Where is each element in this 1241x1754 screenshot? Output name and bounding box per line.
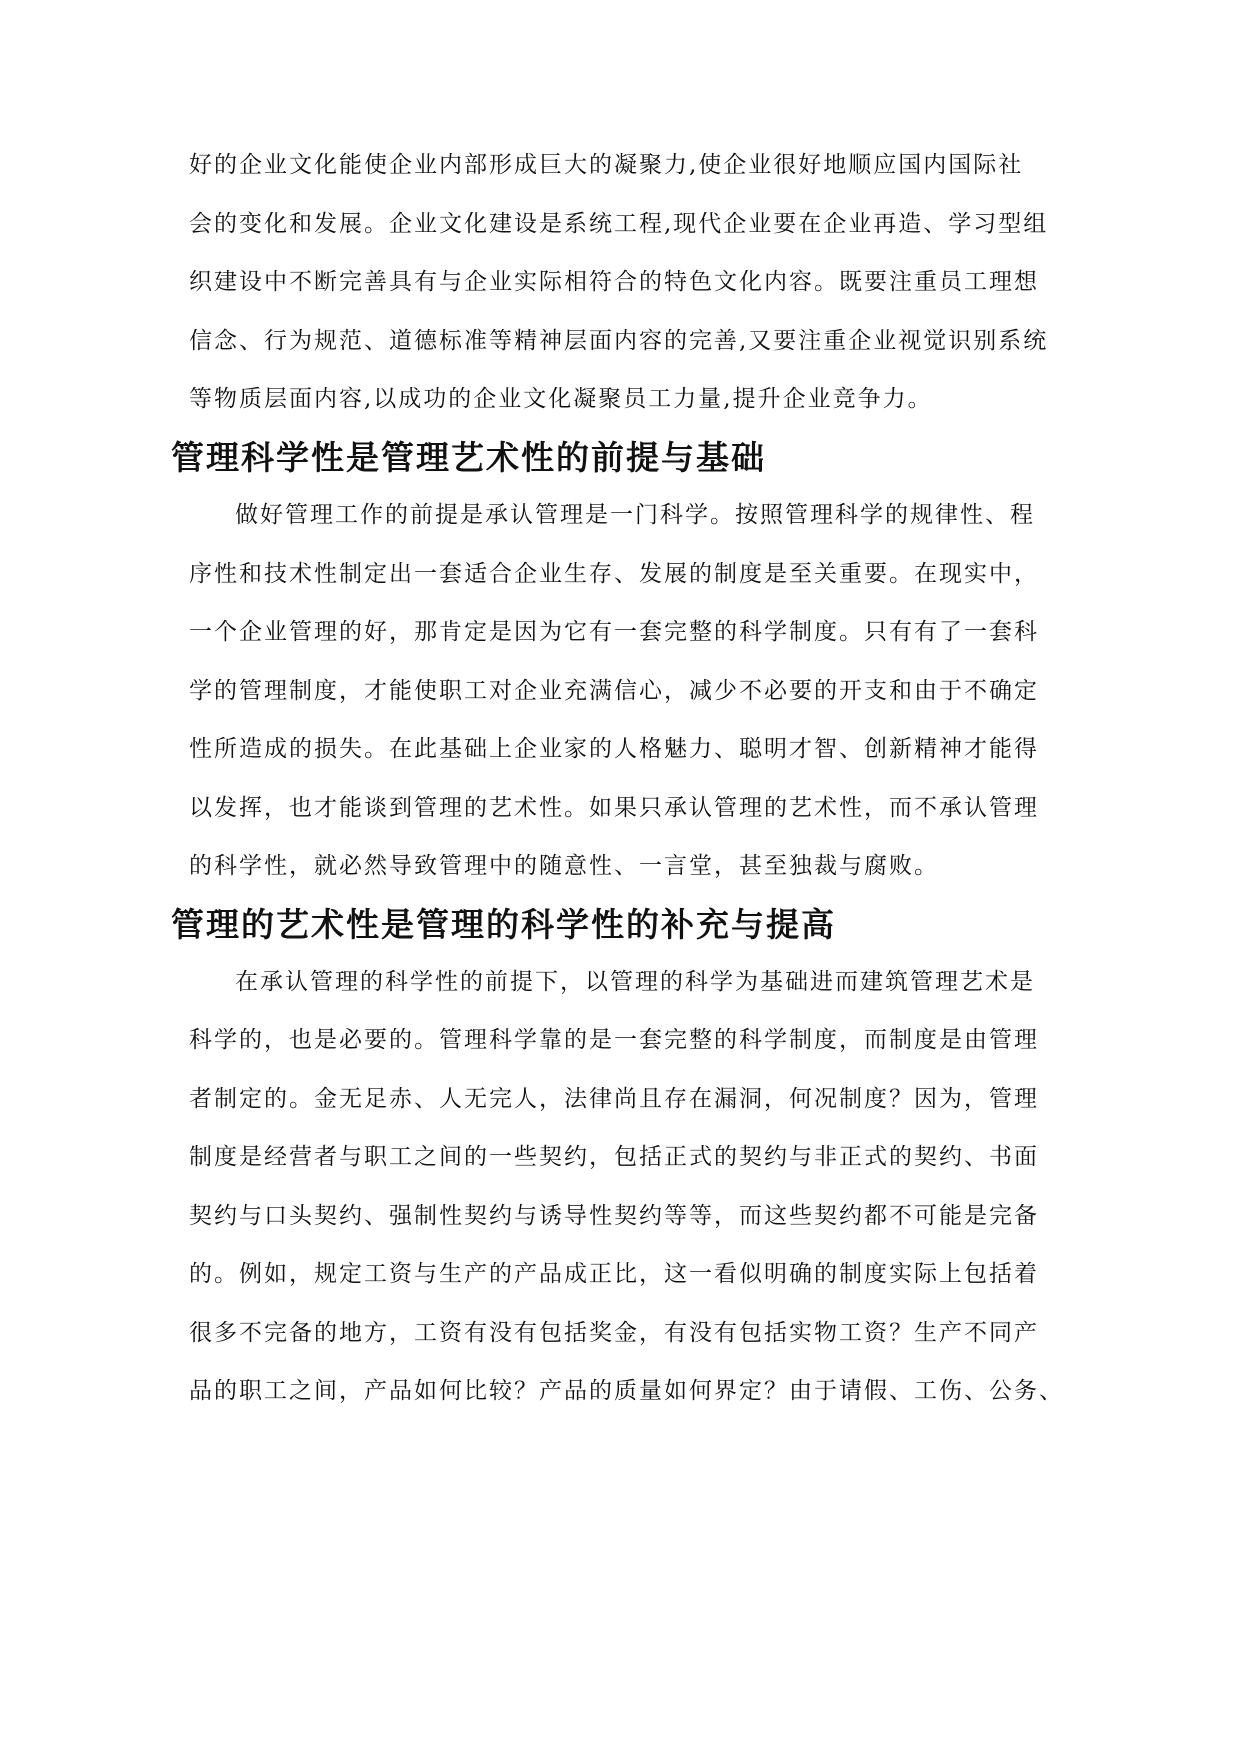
paragraph-line: 很多不完备的地方，工资有没有包括奖金，有没有包括实物工资？生产不同产 [189, 1320, 1039, 1346]
paragraph-line: 学的管理制度，才能使职工对企业充满信心，减少不必要的开支和由于不确定 [189, 678, 1039, 704]
paragraph-line: 品的职工之间，产品如何比较？产品的质量如何界定？由于请假、工伤、公务、 [189, 1378, 1064, 1404]
paragraph-line: 等物质层面内容,以成功的企业文化凝聚员工力量,提升企业竞争力。 [189, 386, 933, 412]
paragraph-line: 性所造成的损失。在此基础上企业家的人格魅力、聪明才智、创新精神才能得 [189, 736, 1039, 762]
paragraph-line: 以发挥，也才能谈到管理的艺术性。如果只承认管理的艺术性，而不承认管理 [189, 795, 1039, 821]
section-heading: 管理科学性是管理艺术性的前提与基础 [171, 438, 766, 477]
paragraph-line: 科学的，也是必要的。管理科学靠的是一套完整的科学制度，而制度是由管理 [189, 1027, 1039, 1053]
paragraph-line: 序性和技术性制定出一套适合企业生存、发展的制度是至关重要。在现实中， [189, 561, 1039, 587]
section-heading: 管理的艺术性是管理的科学性的补充与提高 [171, 905, 836, 944]
paragraph-line: 契约与口头契约、强制性契约与诱导性契约等等，而这些契约都不可能是完备 [189, 1203, 1039, 1229]
paragraph-line: 的。例如，规定工资与生产的产品成正比，这一看似明确的制度实际上包括着 [189, 1261, 1039, 1287]
paragraph-line: 信念、行为规范、道德标准等精神层面内容的完善,又要注重企业视觉识别系统 [189, 328, 1049, 354]
paragraph-line: 好的企业文化能使企业内部形成巨大的凝聚力,使企业很好地顺应国内国际社 [189, 152, 1024, 178]
paragraph-line: 一个企业管理的好，那肯定是因为它有一套完整的科学制度。只有有了一套科 [189, 619, 1039, 645]
paragraph-line: 制度是经营者与职工之间的一些契约，包括正式的契约与非正式的契约、书面 [189, 1144, 1039, 1170]
paragraph-line: 者制定的。金无足赤、人无完人，法律尚且存在漏洞，何况制度？因为，管理 [189, 1086, 1039, 1112]
paragraph-line: 会的变化和发展。企业文化建设是系统工程,现代企业要在企业再造、学习型组 [189, 211, 1049, 237]
paragraph-line: 织建设中不断完善具有与企业实际相符合的特色文化内容。既要注重员工理想 [189, 269, 1039, 295]
paragraph-line: 在承认管理的科学性的前提下，以管理的科学为基础进而建筑管理艺术是 [235, 969, 1035, 995]
paragraph-line: 做好管理工作的前提是承认管理是一门科学。按照管理科学的规律性、程 [235, 502, 1035, 528]
paragraph-line: 的科学性，就必然导致管理中的随意性、一言堂，甚至独裁与腐败。 [189, 853, 939, 879]
